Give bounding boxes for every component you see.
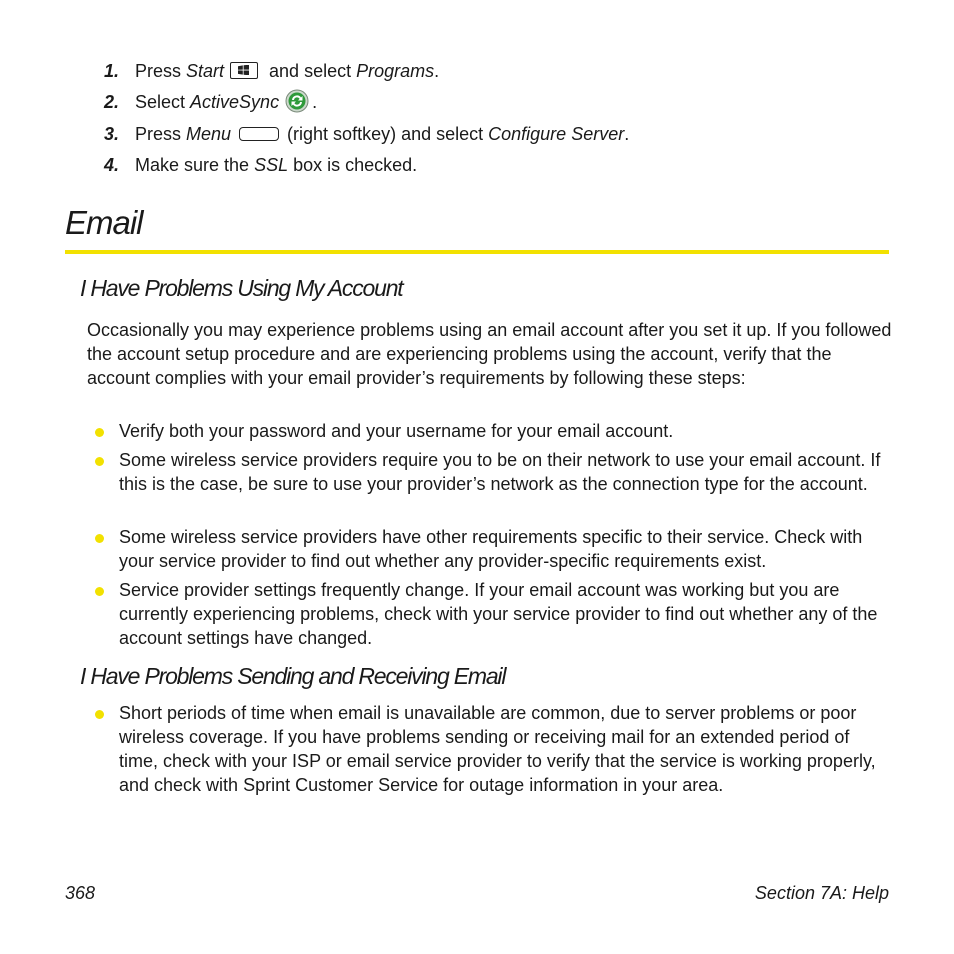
softkey-icon xyxy=(239,127,279,141)
activesync-icon xyxy=(285,89,309,113)
step-text-part: . xyxy=(434,61,440,81)
step-text xyxy=(135,123,629,145)
configure-server-label: Configure Server xyxy=(488,124,625,144)
step-text-part: (right softkey) and select xyxy=(287,124,489,144)
step-text-part: Press xyxy=(135,61,187,81)
step-text-part: and select xyxy=(264,61,357,81)
intro-paragraph: Occasionally you may experience problems using an email account after you set it up. If you followed the account setup procedure and are experiencing problems using the account, verify that the account complies with your email provider’s requirements by following these steps: xyxy=(87,320,892,388)
bullet-text: Verify both your password and your username for your email account. xyxy=(119,421,674,441)
step-text-part: . xyxy=(312,92,318,112)
step-text-part: box is checked. xyxy=(288,155,418,175)
step-text-part: Press xyxy=(135,124,187,144)
bullet-icon xyxy=(95,534,104,543)
section-title: Email xyxy=(65,204,143,241)
step-text-part: . xyxy=(624,124,630,144)
bullet-icon xyxy=(95,710,104,719)
subsection-title-sending: I Have Problems Sending and Receiving Email xyxy=(80,663,506,689)
start-label: Start xyxy=(186,61,225,81)
ssl-label: SSL xyxy=(254,155,289,175)
step-number: 4. xyxy=(104,155,120,175)
section-label: Section 7A: Help xyxy=(754,883,889,903)
bullet-text: Some wireless service providers have other requirements specific to their service. Check with your service provider to find out whether any provider-specific requirements exist. xyxy=(119,527,863,571)
menu-label: Menu xyxy=(186,124,232,144)
step-text-part: Make sure the xyxy=(135,155,255,175)
step-text xyxy=(135,154,417,176)
windows-start-icon xyxy=(230,62,258,79)
bullet-text: Service provider settings frequently change. If your email account was working but you are currently experiencing problems, check with your service provider to find out whether any of the account settings have changed. xyxy=(119,580,878,648)
step-number: 2. xyxy=(104,92,120,112)
bullet-text: Short periods of time when email is unavailable are common, due to server problems or poor wireless coverage. If you have problems sending or receiving mail for an extended period of time, check with your ISP or email service provider to verify that the service is working properly, and check with Sprint Customer Service for outage information in your area. xyxy=(119,703,876,795)
step-number: 3. xyxy=(104,124,120,144)
subsection-title-account: I Have Problems Using My Account xyxy=(80,275,403,301)
step-text xyxy=(135,60,439,82)
programs-label: Programs xyxy=(356,61,435,81)
step-number: 1. xyxy=(104,61,120,81)
bullet-icon xyxy=(95,587,104,596)
step-text xyxy=(135,91,317,115)
step-text-part: Select xyxy=(135,92,191,112)
bullet-text: Some wireless service providers require you to be on their network to use your email account. If this is the case, be sure to use your provider’s network as the connection type for the account. xyxy=(119,450,881,494)
section-divider xyxy=(65,250,889,254)
bullet-icon xyxy=(95,457,104,466)
bullet-icon xyxy=(95,428,104,437)
page-number: 368 xyxy=(65,883,96,903)
activesync-label: ActiveSync xyxy=(190,92,280,112)
